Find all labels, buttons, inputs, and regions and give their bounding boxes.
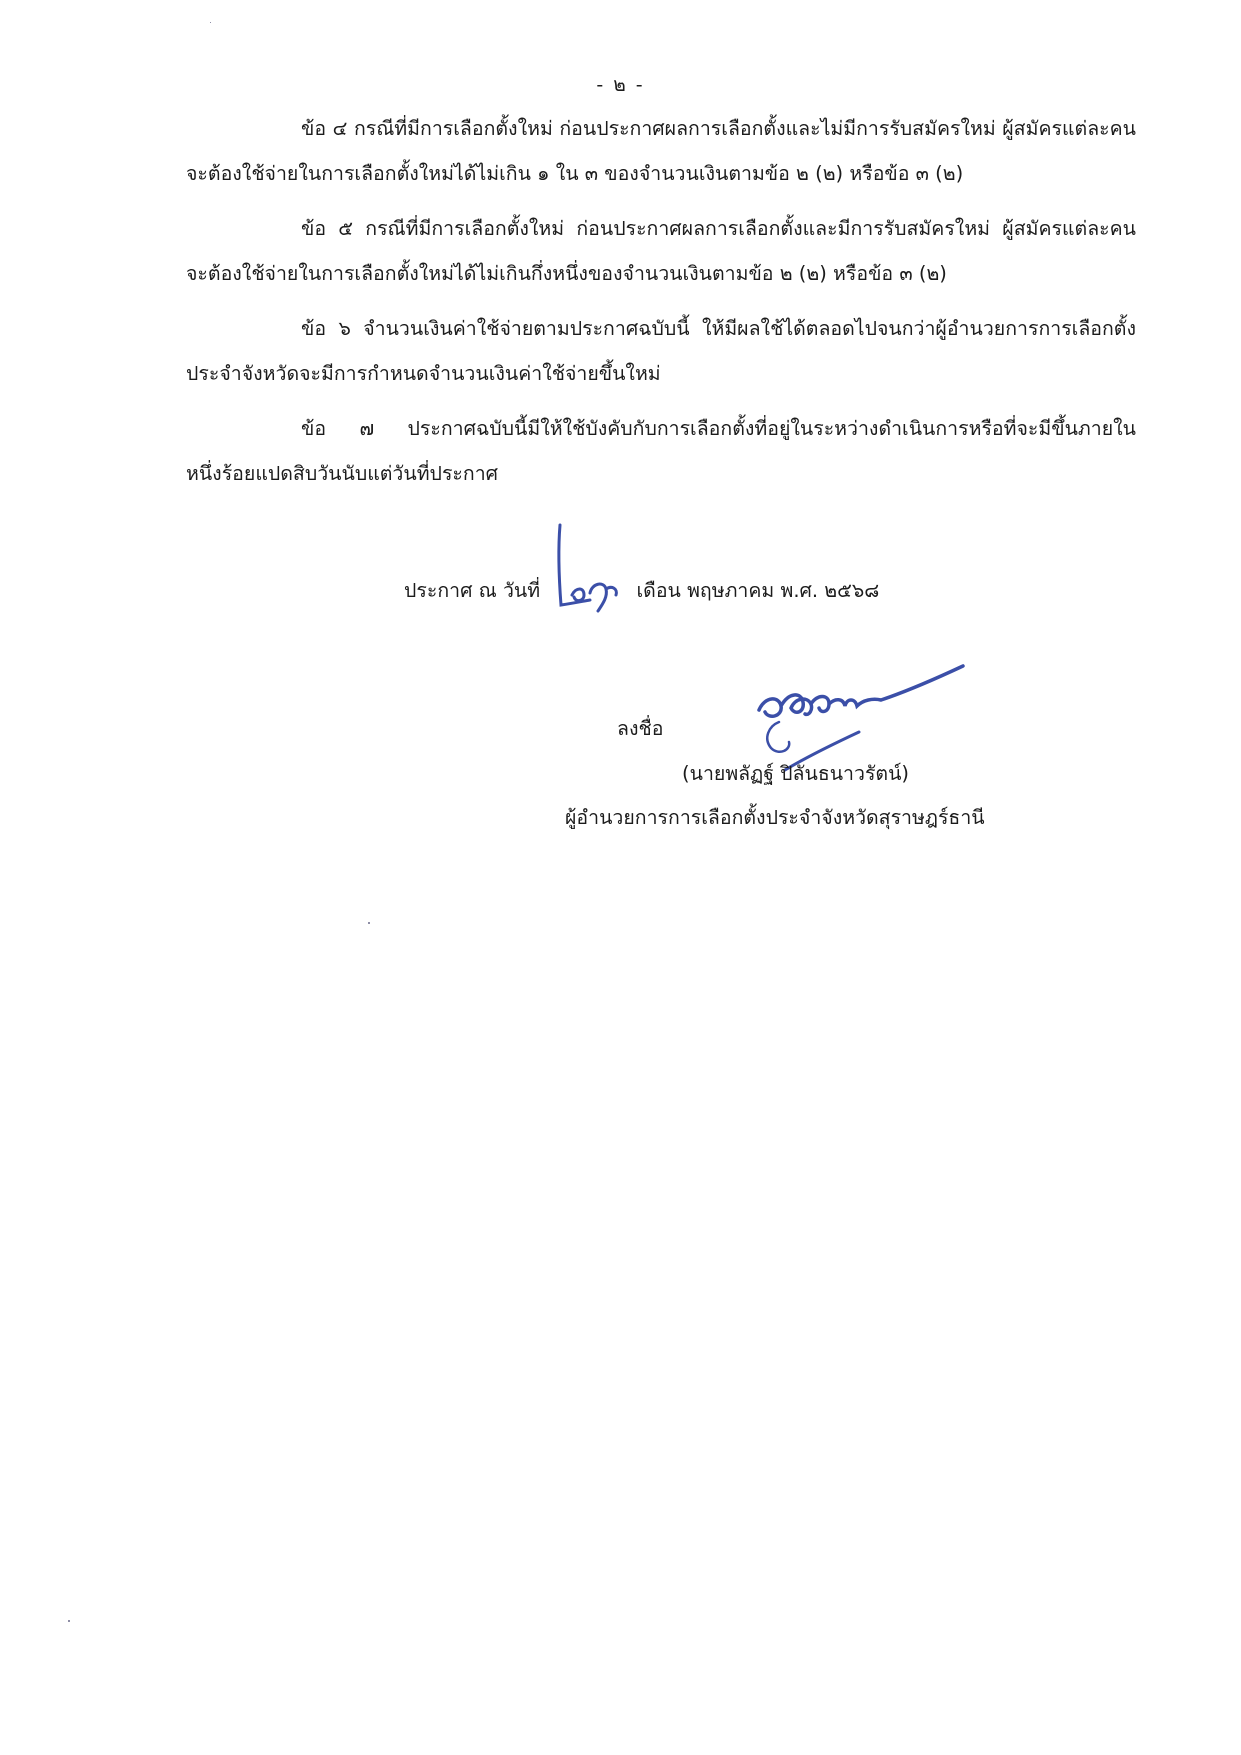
clause-5-line-2: จะต้องใช้จ่ายในการเลือกตั้งใหม่ได้ไม่เกินกึ่งหนึ่งของจำนวนเงินตามข้อ ๒ (๒) หรือข้อ ๓ (๒) [186, 262, 947, 285]
handwritten-day [546, 577, 630, 607]
clause-7-line-1: ข้อ ๗ ประกาศฉบับนี้มีให้ใช้บังคับกับการเลือกตั้งที่อยู่ในระหว่างดำเนินการหรือที่จะมีขึ้นภายใน [301, 417, 1136, 440]
date-month-year: เดือน พฤษภาคม พ.ศ. ๒๕๖๘ [636, 579, 880, 602]
clause-4-line-1: ข้อ ๔ กรณีที่มีการเลือกตั้งใหม่ ก่อนประกาศผลการเลือกตั้งและไม่มีการรับสมัครใหม่ ผู้สมัครแต่ละคน [301, 117, 1136, 140]
announcement-date [404, 575, 879, 607]
signer-position: ผู้อำนวยการการเลือกตั้งประจำจังหวัดสุราษฎร์ธานี [565, 806, 985, 829]
clause-6-line-2: ประจำจังหวัดจะมีการกำหนดจำนวนเงินค่าใช้จ่ายขึ้นใหม่ [186, 362, 661, 385]
signer-name: (นายพลัฏฐ์ ปิลันธนาวรัตน์) [682, 762, 910, 785]
clause-5 [186, 206, 1136, 296]
scan-speck [368, 922, 370, 924]
clause-6-line-1: ข้อ ๖ จำนวนเงินค่าใช้จ่ายตามประกาศฉบับนี้ ให้มีผลใช้ได้ตลอดไปจนกว่าผู้อำนวยการการเลือกตั้ง [301, 317, 1136, 340]
clause-4-line-2: จะต้องใช้จ่ายในการเลือกตั้งใหม่ได้ไม่เกิน ๑ ใน ๓ ของจำนวนเงินตามข้อ ๒ (๒) หรือข้อ ๓ (๒) [186, 162, 964, 185]
clause-6 [186, 306, 1136, 396]
page-number: - ๒ - [596, 74, 645, 96]
clause-4 [186, 106, 1136, 196]
scan-speck [210, 22, 211, 23]
handwritten-day-ink [546, 519, 630, 614]
clause-7-line-2: หนึ่งร้อยแปดสิบวันนับแต่วันที่ประกาศ [186, 462, 499, 485]
sign-label: ลงชื่อ [617, 717, 664, 740]
date-prefix: ประกาศ ณ วันที่ [404, 579, 541, 602]
clause-7 [186, 406, 1136, 496]
clause-5-line-1: ข้อ ๕ กรณีที่มีการเลือกตั้งใหม่ ก่อนประกาศผลการเลือกตั้งและมีการรับสมัครใหม่ ผู้สมัครแต่ละคน [301, 217, 1136, 240]
scan-speck [68, 1620, 70, 1622]
